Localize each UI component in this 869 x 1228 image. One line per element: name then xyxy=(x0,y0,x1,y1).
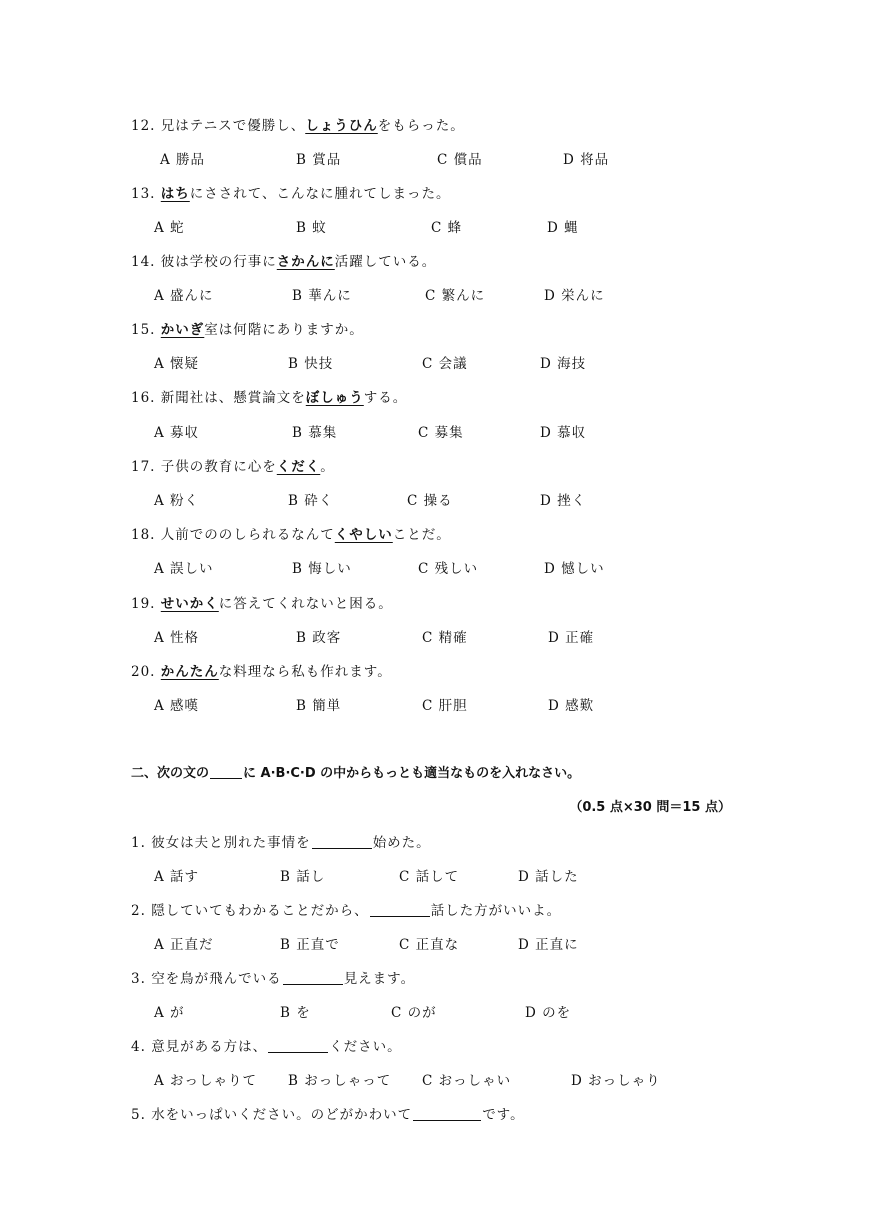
question-text-pre: 人前でののしられるなんて xyxy=(160,527,335,543)
answer-option: B を xyxy=(280,1005,311,1021)
section2-heading-post: に A·B·C·D の中からもっとも適当なものを入れなさい。 xyxy=(243,766,581,781)
answer-blank xyxy=(283,970,343,985)
section2-question-2 xyxy=(131,899,561,919)
question-text-post: ください。 xyxy=(329,1039,402,1055)
question-13 xyxy=(131,182,451,202)
section2-question-5 xyxy=(131,1103,525,1123)
section2-question-1 xyxy=(131,831,431,851)
question-text-post: ことだ。 xyxy=(392,527,451,543)
answer-option: D 挫く xyxy=(540,493,587,509)
answer-option: D おっしゃり xyxy=(571,1073,661,1089)
question-text-pre: 兄はテニスで優勝し、 xyxy=(160,118,306,134)
answer-option: D 栄んに xyxy=(544,288,605,304)
answer-option: A 盛んに xyxy=(154,288,214,304)
answer-option: A 性格 xyxy=(154,630,200,646)
question-text-post: 室は何階にありますか。 xyxy=(204,322,364,338)
answer-option: C 正直な xyxy=(399,937,460,953)
answer-option: C 肝胆 xyxy=(422,698,468,714)
underlined-word: しょうひん xyxy=(305,118,378,134)
question-text-post: にさされて、こんなに腫れてしまった。 xyxy=(189,186,451,202)
question-number: 1. xyxy=(131,835,146,851)
question-number: 14. xyxy=(131,254,156,270)
question-number: 12. xyxy=(131,118,156,134)
answer-option: D 正確 xyxy=(548,630,595,646)
question-number: 16. xyxy=(131,390,156,406)
answer-option: C 繁んに xyxy=(425,288,486,304)
section2-heading xyxy=(131,762,580,781)
question-text-pre: 子供の教育に心を xyxy=(160,459,277,475)
section2-question-3 xyxy=(131,967,415,987)
underlined-word: かいぎ xyxy=(160,322,205,338)
question-text-pre: 意見がある方は、 xyxy=(151,1039,268,1055)
question-text-pre: 隠していてもわかることだから、 xyxy=(151,903,369,919)
answer-option: D 憾しい xyxy=(544,561,605,577)
answer-option: A 募収 xyxy=(154,425,200,441)
answer-option: B 賞品 xyxy=(296,152,342,168)
answer-option: A 懐疑 xyxy=(154,356,200,372)
answer-option: C 話して xyxy=(399,869,460,885)
question-text-pre: 空を鳥が飛んでいる xyxy=(151,971,282,987)
underlined-word: くだく xyxy=(276,459,321,475)
answer-option: C のが xyxy=(391,1005,437,1021)
question-14 xyxy=(131,250,436,270)
answer-option: B 悔しい xyxy=(292,561,352,577)
answer-option: B 政客 xyxy=(296,630,342,646)
question-number: 5. xyxy=(131,1107,146,1123)
question-text-post: 。 xyxy=(320,459,335,475)
answer-option: A 感嘆 xyxy=(154,698,200,714)
question-text-pre: 彼女は夫と別れた事情を xyxy=(151,835,311,851)
question-text-pre: 新聞社は、懸賞論文を xyxy=(160,390,306,406)
answer-option: C おっしゃい xyxy=(422,1073,512,1089)
question-number: 13. xyxy=(131,186,156,202)
question-number: 18. xyxy=(131,527,156,543)
question-number: 15. xyxy=(131,322,156,338)
answer-option: A が xyxy=(154,1005,185,1021)
answer-option: C 精確 xyxy=(422,630,468,646)
question-text-post: 話した方がいいよ。 xyxy=(430,903,562,919)
heading-blank xyxy=(210,764,242,779)
answer-blank xyxy=(370,902,430,917)
answer-option: D のを xyxy=(525,1005,572,1021)
underlined-word: かんたん xyxy=(160,664,219,680)
answer-option: A 正直だ xyxy=(154,937,214,953)
section2-score: （0.5 点×30 問＝15 点） xyxy=(569,800,731,815)
answer-option: A 話す xyxy=(154,869,200,885)
question-number: 3. xyxy=(131,971,146,987)
answer-option: D 蝿 xyxy=(547,220,579,236)
underlined-word: くやしい xyxy=(334,527,393,543)
answer-option: C 償品 xyxy=(437,152,483,168)
answer-option: D 感歎 xyxy=(548,698,595,714)
question-text-post: です。 xyxy=(482,1107,525,1123)
answer-option: C 操る xyxy=(407,493,453,509)
underlined-word: はち xyxy=(160,186,190,202)
question-text-pre: 水をいっぱいください。のどがかわいて xyxy=(151,1107,413,1123)
answer-option: A 蛇 xyxy=(154,220,185,236)
section2-heading-pre: 二、次の文の xyxy=(131,766,210,781)
question-text-post: な料理なら私も作れます。 xyxy=(218,664,392,680)
answer-option: B 砕く xyxy=(288,493,334,509)
answer-option: A 勝品 xyxy=(160,152,206,168)
question-text-post: 見えます。 xyxy=(343,971,416,987)
question-text-post: に答えてくれないと困る。 xyxy=(218,596,393,612)
question-15 xyxy=(131,318,364,338)
answer-blank xyxy=(413,1106,481,1121)
answer-option: B 簡単 xyxy=(296,698,342,714)
question-text-post: 始めた。 xyxy=(372,835,431,851)
underlined-word: さかんに xyxy=(276,254,335,270)
question-number: 20. xyxy=(131,664,156,680)
section2-question-4 xyxy=(131,1035,402,1055)
question-number: 4. xyxy=(131,1039,146,1055)
answer-option: B 華んに xyxy=(292,288,352,304)
question-17 xyxy=(131,455,335,475)
answer-option: B 正直で xyxy=(280,937,340,953)
answer-blank xyxy=(312,834,372,849)
answer-option: A 粉く xyxy=(154,493,200,509)
question-16 xyxy=(131,386,407,406)
answer-option: A おっしゃりて xyxy=(154,1073,258,1089)
answer-option: C 会議 xyxy=(422,356,468,372)
answer-blank xyxy=(268,1038,328,1053)
answer-option: D 正直に xyxy=(518,937,579,953)
answer-option: D 海技 xyxy=(540,356,587,372)
answer-option: B おっしゃって xyxy=(288,1073,392,1089)
answer-option: B 慕集 xyxy=(292,425,338,441)
question-19 xyxy=(131,592,393,612)
answer-option: C 蜂 xyxy=(431,220,463,236)
answer-option: B 快技 xyxy=(288,356,334,372)
question-text-post: する。 xyxy=(363,390,408,406)
answer-option: B 蚊 xyxy=(296,220,327,236)
answer-option: C 募集 xyxy=(418,425,464,441)
question-number: 17. xyxy=(131,459,156,475)
question-number: 2. xyxy=(131,903,146,919)
answer-option: D 話した xyxy=(518,869,579,885)
question-20 xyxy=(131,660,392,680)
underlined-word: ぼしゅう xyxy=(305,390,364,406)
question-text-post: 活躍している。 xyxy=(334,254,437,270)
question-text-pre: 彼は学校の行事に xyxy=(160,254,277,270)
answer-option: D 慕収 xyxy=(540,425,587,441)
question-12 xyxy=(131,114,465,134)
underlined-word: せいかく xyxy=(160,596,219,612)
question-text-post: をもらった。 xyxy=(377,118,465,134)
question-number: 19. xyxy=(131,596,156,612)
answer-option: B 話し xyxy=(280,869,326,885)
answer-option: D 将品 xyxy=(563,152,610,168)
answer-option: A 誤しい xyxy=(154,561,214,577)
question-18 xyxy=(131,523,451,543)
answer-option: C 残しい xyxy=(418,561,479,577)
